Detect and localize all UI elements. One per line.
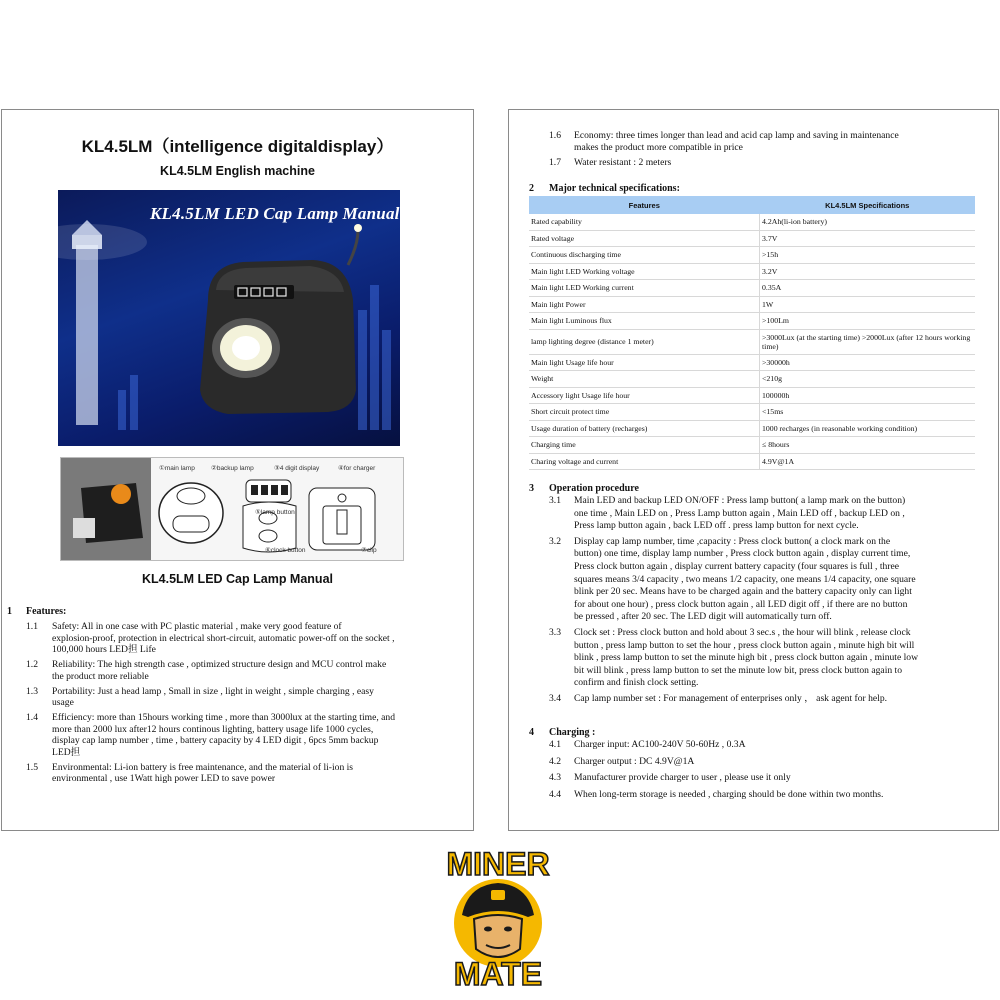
feature-cell: Main light Luminous flux bbox=[529, 313, 760, 330]
feature-cell: Charing voltage and current bbox=[529, 453, 760, 470]
spec-cell: >100Lm bbox=[760, 313, 976, 330]
item-text-line: Environmental: Li-ion battery is free maintenance, and the material of li-ion is bbox=[52, 761, 354, 773]
spec-cell: >15h bbox=[760, 247, 976, 264]
item-number: 1.3 bbox=[26, 685, 38, 697]
section-number: 3 bbox=[529, 483, 534, 494]
column-header: KL4.5LM Specifications bbox=[760, 196, 976, 214]
diagram-drawing bbox=[61, 458, 403, 560]
feature-cell: Charging time bbox=[529, 437, 760, 454]
spec-cell: 1000 recharges (in reasonable working condition) bbox=[760, 420, 976, 437]
spec-table bbox=[529, 196, 975, 470]
item-number: 1.4 bbox=[26, 711, 38, 723]
feature-cell: Main light LED Working voltage bbox=[529, 263, 760, 280]
table-row bbox=[529, 247, 975, 264]
logo-text-bottom: MATE bbox=[453, 956, 543, 990]
item-number: 3.4 bbox=[549, 693, 561, 704]
feature-cell: Continuous discharging time bbox=[529, 247, 760, 264]
item-number: 3.3 bbox=[549, 627, 561, 638]
item-text-line: Portability: Just a head lamp , Small in size , light in weight , simple charging , easy bbox=[52, 685, 374, 697]
item-text-line: be pressed , after 20 sec. The LED digit will automatically turn off. bbox=[574, 611, 832, 623]
feature-cell: Main light Usage life hour bbox=[529, 354, 760, 371]
feature-cell: Usage duration of battery (recharges) bbox=[529, 420, 760, 437]
column-header: Features bbox=[529, 196, 760, 214]
spec-cell: 1W bbox=[760, 296, 976, 313]
table-header-row bbox=[529, 196, 975, 214]
feature-cell: Rated voltage bbox=[529, 230, 760, 247]
miner-mate-logo bbox=[428, 845, 568, 990]
table-row bbox=[529, 214, 975, 230]
table-row bbox=[529, 404, 975, 421]
item-text-line: Safety: All in one case with PC plastic material , make very good feature of bbox=[52, 621, 342, 632]
table-row bbox=[529, 437, 975, 454]
item-text-line: bit will blink , press lamp button to set the minute low bit, press clock button again to bbox=[574, 664, 903, 676]
diagram-label-digit-display: ③4 digit display bbox=[274, 465, 320, 472]
section-heading: Major technical specifications: bbox=[549, 183, 680, 194]
feature-cell: Accessory light Usage life hour bbox=[529, 387, 760, 404]
diagram-label-for-charger: ④for charger bbox=[338, 465, 376, 472]
section-heading: Charging : bbox=[549, 727, 596, 738]
item-text-line: When long-term storage is needed , charging should be done within two months. bbox=[574, 788, 884, 800]
item-text-line: Clock set : Press clock button and hold about 3 sec.s , the hour will blink , release clock bbox=[574, 627, 911, 638]
item-text-line: explosion-proof, protection in electrical short-circuit, automatic power-off on the socket , bbox=[52, 632, 395, 644]
document-title: KL4.5LM（intelligence digitaldisplay） bbox=[81, 137, 394, 156]
item-text-line: blink , press lamp button to set the minute high bit , press clock button again , minute low bbox=[574, 652, 918, 664]
item-number: 1.5 bbox=[26, 761, 38, 773]
spec-cell: ≤ 8hours bbox=[760, 437, 976, 454]
table-row bbox=[529, 280, 975, 297]
item-number: 3.1 bbox=[549, 495, 561, 506]
diagram-label-main-lamp: ①main lamp bbox=[159, 465, 195, 472]
spec-cell: <15ms bbox=[760, 404, 976, 421]
table-row bbox=[529, 296, 975, 313]
item-number: 4.4 bbox=[549, 788, 561, 800]
table-row bbox=[529, 387, 975, 404]
item-number: 1.1 bbox=[26, 621, 38, 632]
item-text-line: Efficiency: more than 15hours working time , more than 3000lux at the starting time, and bbox=[52, 711, 395, 723]
button-diagram bbox=[60, 457, 404, 561]
item-number: 4.2 bbox=[549, 755, 561, 767]
item-text-line: button , press lamp button to set the hour , press clock button again , minute high bit will bbox=[574, 639, 915, 651]
item-text-line: environmental , use 1Watt high power LED to save power bbox=[52, 773, 276, 785]
spec-cell: <210g bbox=[760, 371, 976, 388]
feature-cell: Main light LED Working current bbox=[529, 280, 760, 297]
table-row bbox=[529, 230, 975, 247]
item-text-line: 100,000 hours LED担 Life bbox=[52, 644, 156, 656]
item-text-line: more than 2000 lux after12 hours continous lighting, battery usage life 1000 cycles, bbox=[52, 723, 374, 735]
item-text-line: one time , Main LED on , Press Lamp button again , Main LED off , backup LED on , bbox=[574, 507, 905, 519]
photo-title: KL4.5LM LED Cap Lamp Manual bbox=[150, 204, 400, 223]
spec-cell: 100000h bbox=[760, 387, 976, 404]
spec-cell: 4.2Ah(li-ion battery) bbox=[760, 214, 976, 230]
feature-cell: Short circuit protect time bbox=[529, 404, 760, 421]
item-text-line: makes the product more compatible in price bbox=[574, 142, 743, 154]
spec-cell: 4.9V@1A bbox=[760, 453, 976, 470]
item-text-line: blink per 20 sec. Means have to be charged again and the battery capacity only can light bbox=[574, 586, 912, 598]
table-row bbox=[529, 371, 975, 388]
spec-cell: >3000Lux (at the starting time) >2000Lux (after 12 hours working time) bbox=[760, 329, 976, 354]
section-number: 4 bbox=[529, 727, 534, 738]
item-text-line: Charger input: AC100-240V 50-60Hz , 0.3A bbox=[574, 739, 746, 750]
item-text-line: Press lamp button again , back LED off . press lamp button for next cycle. bbox=[574, 520, 859, 532]
item-text-line: squares means 3/4 capacity , two means 1/2 capacity, one means 1/4 capacity, one square bbox=[574, 573, 916, 585]
item-text-line: Economy: three times longer than lead and acid cap lamp and saving in maintenance bbox=[574, 130, 899, 141]
feature-cell: Weight bbox=[529, 371, 760, 388]
item-text-line: usage bbox=[52, 697, 74, 709]
item-text-line: Press clock button again , display current battery capacity (four squares is full , three bbox=[574, 560, 900, 572]
item-text-line: confirm and finish clock setting. bbox=[574, 677, 699, 689]
diagram-label-lamp-button: ⑤lamp button bbox=[255, 509, 295, 516]
document-subtitle: KL4.5LM English machine bbox=[160, 164, 315, 178]
item-number: 4.1 bbox=[549, 739, 561, 750]
item-text-line: Display cap lamp number, time ,capacity : Press clock button( a clock mark on the bbox=[574, 535, 891, 547]
photo-caption: KL4.5LM LED Cap Lamp Manual bbox=[142, 572, 333, 586]
diagram-label-clip: ⑦clip bbox=[361, 547, 377, 554]
table-row bbox=[529, 313, 975, 330]
spec-cell: 3.7V bbox=[760, 230, 976, 247]
item-text-line: LED担 bbox=[52, 746, 81, 758]
item-number: 1.6 bbox=[549, 130, 561, 141]
item-text-line: Water resistant : 2 meters bbox=[574, 157, 672, 169]
spec-cell: 3.2V bbox=[760, 263, 976, 280]
item-text-line: the product more reliable bbox=[52, 670, 149, 682]
item-number: 1.7 bbox=[549, 157, 561, 169]
lamp-illustration bbox=[58, 190, 400, 446]
right-page bbox=[508, 109, 999, 831]
table-row bbox=[529, 420, 975, 437]
item-text-line: Charger output : DC 4.9V@1A bbox=[574, 755, 695, 767]
left-page bbox=[1, 109, 474, 831]
product-photo bbox=[58, 190, 400, 446]
diagram-label-backup-lamp: ②backup lamp bbox=[211, 465, 254, 472]
item-number: 4.3 bbox=[549, 772, 561, 783]
table-row bbox=[529, 329, 975, 354]
item-number: 3.2 bbox=[549, 535, 561, 547]
section-heading: Features: bbox=[26, 606, 67, 617]
item-text-line: Reliability: The high strength case , optimized structure design and MCU control make bbox=[52, 659, 387, 671]
item-text-line: Cap lamp number set : For management of enterprises only ， ask agent for help. bbox=[574, 693, 888, 704]
spec-cell: 0.35A bbox=[760, 280, 976, 297]
diagram-label-clock-button: ⑥clock button bbox=[265, 547, 306, 554]
item-text-line: display cap lamp number , time , battery capacity by 4 LED digit , 6pcs 5mm backup bbox=[52, 735, 379, 747]
section-number: 1 bbox=[7, 606, 12, 617]
section-number: 2 bbox=[529, 183, 534, 194]
feature-cell: Main light Power bbox=[529, 296, 760, 313]
logo-text-top: MINER bbox=[446, 846, 550, 882]
item-text-line: button) one time, display lamp number , Press clock button again , display current time, bbox=[574, 548, 911, 560]
item-text-line: Main LED and backup LED ON/OFF : Press lamp button( a lamp mark on the button) bbox=[574, 495, 906, 506]
item-text-line: for about one hour) , press clock button again , all LED digit off , if there are no button bbox=[574, 598, 908, 610]
table-row bbox=[529, 453, 975, 470]
section-heading: Operation procedure bbox=[549, 483, 639, 494]
table-row bbox=[529, 263, 975, 280]
item-number: 1.2 bbox=[26, 659, 38, 671]
table-row bbox=[529, 354, 975, 371]
item-text-line: Manufacturer provide charger to user , please use it only bbox=[574, 772, 791, 783]
feature-cell: lamp lighting degree (distance 1 meter) bbox=[529, 329, 760, 354]
spec-cell: >30000h bbox=[760, 354, 976, 371]
feature-cell: Rated capability bbox=[529, 214, 760, 230]
